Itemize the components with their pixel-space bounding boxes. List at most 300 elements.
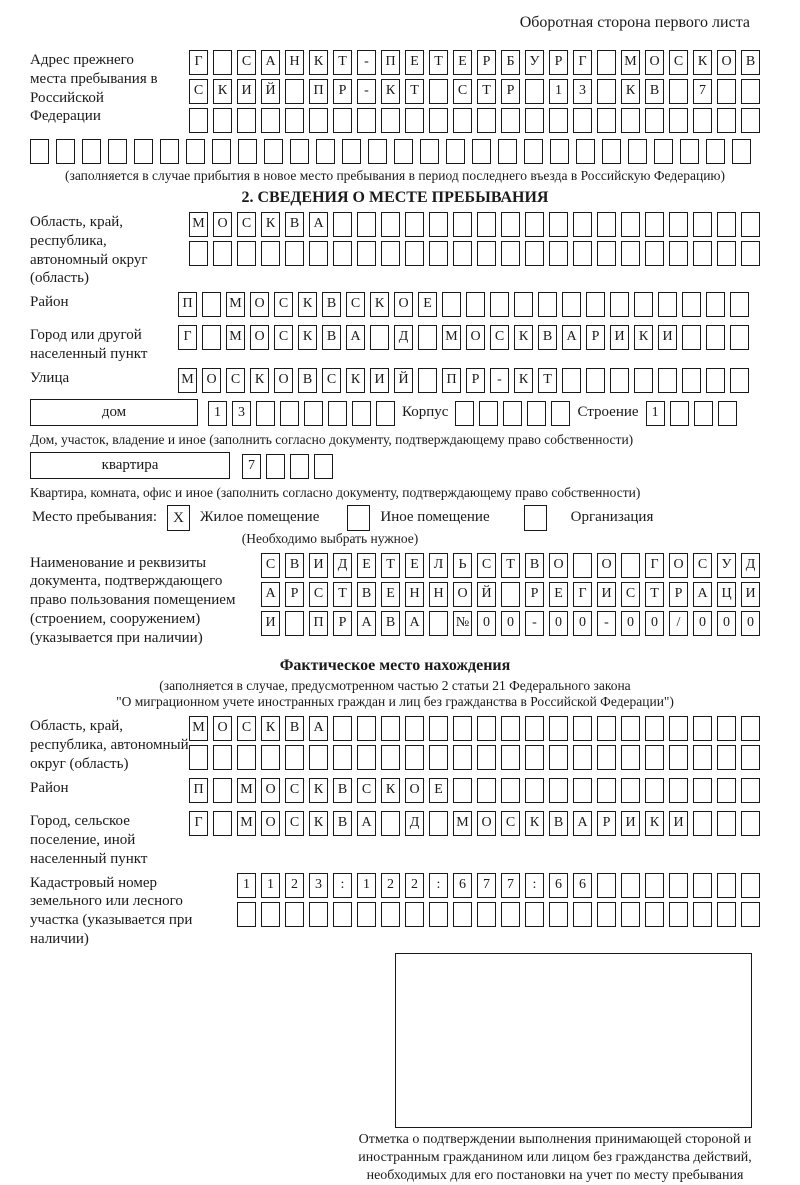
char-cell[interactable]: [602, 139, 621, 164]
char-cell[interactable]: [285, 241, 304, 266]
char-cell[interactable]: 7: [477, 873, 496, 898]
char-cell[interactable]: В: [298, 368, 317, 393]
char-cell[interactable]: [669, 108, 688, 133]
char-cell[interactable]: [741, 811, 760, 836]
char-cell[interactable]: [669, 212, 688, 237]
char-cell[interactable]: [669, 745, 688, 770]
char-cell[interactable]: О: [261, 811, 280, 836]
char-cell[interactable]: [741, 902, 760, 927]
char-cell[interactable]: [621, 716, 640, 741]
char-cell[interactable]: 1: [646, 401, 665, 426]
char-cell[interactable]: 0: [621, 611, 640, 636]
char-cell[interactable]: [405, 716, 424, 741]
char-cell[interactable]: [381, 745, 400, 770]
char-cell[interactable]: Р: [466, 368, 485, 393]
char-cell[interactable]: 1: [208, 401, 227, 426]
char-cell[interactable]: [285, 108, 304, 133]
char-cell[interactable]: [429, 716, 448, 741]
char-cell[interactable]: [628, 139, 647, 164]
char-cell[interactable]: [717, 902, 736, 927]
char-cell[interactable]: [645, 902, 664, 927]
char-cell[interactable]: [82, 139, 101, 164]
char-cell[interactable]: [490, 292, 509, 317]
char-cell[interactable]: [621, 108, 640, 133]
char-cell[interactable]: К: [309, 811, 328, 836]
char-cell[interactable]: М: [237, 778, 256, 803]
char-cell[interactable]: [501, 212, 520, 237]
char-cell[interactable]: Т: [477, 79, 496, 104]
char-cell[interactable]: А: [261, 582, 280, 607]
char-cell[interactable]: [682, 292, 701, 317]
char-cell[interactable]: [381, 212, 400, 237]
char-cell[interactable]: [394, 139, 413, 164]
char-cell[interactable]: [237, 241, 256, 266]
char-cell[interactable]: Р: [669, 582, 688, 607]
char-cell[interactable]: [314, 454, 333, 479]
char-cell[interactable]: [290, 454, 309, 479]
char-cell[interactable]: [405, 212, 424, 237]
char-cell[interactable]: [717, 873, 736, 898]
char-cell[interactable]: [717, 212, 736, 237]
char-cell[interactable]: В: [333, 778, 352, 803]
char-cell[interactable]: [472, 139, 491, 164]
char-cell[interactable]: О: [669, 553, 688, 578]
char-cell[interactable]: [357, 108, 376, 133]
char-cell[interactable]: В: [322, 325, 341, 350]
char-cell[interactable]: [405, 745, 424, 770]
char-cell[interactable]: [549, 778, 568, 803]
char-cell[interactable]: [621, 241, 640, 266]
char-cell[interactable]: П: [189, 778, 208, 803]
char-cell[interactable]: С: [501, 811, 520, 836]
char-cell[interactable]: Й: [394, 368, 413, 393]
char-cell[interactable]: С: [453, 79, 472, 104]
char-cell[interactable]: [573, 553, 592, 578]
char-cell[interactable]: П: [381, 50, 400, 75]
char-cell[interactable]: [621, 778, 640, 803]
char-cell[interactable]: [477, 212, 496, 237]
apartment-box[interactable]: квартира: [30, 452, 230, 479]
char-cell[interactable]: [446, 139, 465, 164]
char-cell[interactable]: О: [250, 292, 269, 317]
char-cell[interactable]: О: [549, 553, 568, 578]
char-cell[interactable]: 1: [261, 873, 280, 898]
char-cell[interactable]: 1: [237, 873, 256, 898]
char-cell[interactable]: И: [621, 811, 640, 836]
char-cell[interactable]: [573, 902, 592, 927]
char-cell[interactable]: [741, 716, 760, 741]
char-cell[interactable]: [693, 108, 712, 133]
char-cell[interactable]: Г: [573, 50, 592, 75]
char-cell[interactable]: 0: [477, 611, 496, 636]
char-cell[interactable]: [189, 108, 208, 133]
char-cell[interactable]: А: [309, 212, 328, 237]
char-cell[interactable]: [717, 79, 736, 104]
char-cell[interactable]: [524, 139, 543, 164]
char-cell[interactable]: К: [370, 292, 389, 317]
char-cell[interactable]: [213, 108, 232, 133]
char-cell[interactable]: Н: [429, 582, 448, 607]
char-cell[interactable]: С: [669, 50, 688, 75]
char-cell[interactable]: [333, 745, 352, 770]
char-cell[interactable]: [429, 745, 448, 770]
char-cell[interactable]: К: [634, 325, 653, 350]
char-cell[interactable]: С: [309, 582, 328, 607]
char-cell[interactable]: [621, 212, 640, 237]
checkbox-organization[interactable]: [524, 505, 547, 531]
char-cell[interactable]: [261, 745, 280, 770]
char-cell[interactable]: Е: [357, 553, 376, 578]
char-cell[interactable]: [56, 139, 75, 164]
char-cell[interactable]: [477, 108, 496, 133]
char-cell[interactable]: [501, 778, 520, 803]
char-cell[interactable]: И: [309, 553, 328, 578]
char-cell[interactable]: [586, 368, 605, 393]
char-cell[interactable]: [645, 873, 664, 898]
char-cell[interactable]: М: [189, 212, 208, 237]
char-cell[interactable]: [597, 902, 616, 927]
char-cell[interactable]: Е: [405, 50, 424, 75]
char-cell[interactable]: [285, 902, 304, 927]
char-cell[interactable]: Р: [285, 582, 304, 607]
char-cell[interactable]: С: [285, 811, 304, 836]
char-cell[interactable]: 1: [549, 79, 568, 104]
char-cell[interactable]: [645, 745, 664, 770]
char-cell[interactable]: А: [573, 811, 592, 836]
char-cell[interactable]: С: [490, 325, 509, 350]
char-cell[interactable]: О: [477, 811, 496, 836]
char-cell[interactable]: [621, 553, 640, 578]
char-cell[interactable]: [658, 368, 677, 393]
char-cell[interactable]: [261, 108, 280, 133]
char-cell[interactable]: Б: [501, 50, 520, 75]
char-cell[interactable]: Т: [538, 368, 557, 393]
char-cell[interactable]: Т: [381, 553, 400, 578]
char-cell[interactable]: [30, 139, 49, 164]
char-cell[interactable]: [654, 139, 673, 164]
char-cell[interactable]: [741, 241, 760, 266]
char-cell[interactable]: [501, 582, 520, 607]
char-cell[interactable]: [357, 212, 376, 237]
char-cell[interactable]: [717, 745, 736, 770]
char-cell[interactable]: К: [645, 811, 664, 836]
char-cell[interactable]: Г: [178, 325, 197, 350]
char-cell[interactable]: А: [261, 50, 280, 75]
char-cell[interactable]: Г: [573, 582, 592, 607]
char-cell[interactable]: [237, 902, 256, 927]
char-cell[interactable]: 3: [232, 401, 251, 426]
char-cell[interactable]: С: [189, 79, 208, 104]
char-cell[interactable]: [538, 292, 557, 317]
char-cell[interactable]: [429, 79, 448, 104]
char-cell[interactable]: [261, 241, 280, 266]
char-cell[interactable]: К: [213, 79, 232, 104]
char-cell[interactable]: К: [525, 811, 544, 836]
char-cell[interactable]: [525, 241, 544, 266]
char-cell[interactable]: [525, 212, 544, 237]
char-cell[interactable]: [682, 325, 701, 350]
char-cell[interactable]: [597, 745, 616, 770]
char-cell[interactable]: [213, 745, 232, 770]
char-cell[interactable]: С: [322, 368, 341, 393]
char-cell[interactable]: [669, 778, 688, 803]
char-cell[interactable]: [309, 108, 328, 133]
char-cell[interactable]: [693, 811, 712, 836]
char-cell[interactable]: [316, 139, 335, 164]
char-cell[interactable]: [381, 811, 400, 836]
char-cell[interactable]: [634, 368, 653, 393]
char-cell[interactable]: [741, 79, 760, 104]
char-cell[interactable]: [429, 611, 448, 636]
char-cell[interactable]: [645, 108, 664, 133]
char-cell[interactable]: В: [549, 811, 568, 836]
char-cell[interactable]: [525, 79, 544, 104]
char-cell[interactable]: В: [285, 553, 304, 578]
char-cell[interactable]: К: [621, 79, 640, 104]
char-cell[interactable]: [562, 292, 581, 317]
char-cell[interactable]: [333, 716, 352, 741]
char-cell[interactable]: М: [453, 811, 472, 836]
char-cell[interactable]: -: [490, 368, 509, 393]
char-cell[interactable]: [525, 108, 544, 133]
char-cell[interactable]: О: [274, 368, 293, 393]
char-cell[interactable]: А: [357, 611, 376, 636]
char-cell[interactable]: [718, 401, 737, 426]
char-cell[interactable]: О: [597, 553, 616, 578]
char-cell[interactable]: 1: [357, 873, 376, 898]
char-cell[interactable]: [333, 241, 352, 266]
char-cell[interactable]: Р: [549, 50, 568, 75]
char-cell[interactable]: [442, 292, 461, 317]
char-cell[interactable]: М: [189, 716, 208, 741]
char-cell[interactable]: [453, 108, 472, 133]
char-cell[interactable]: Г: [189, 811, 208, 836]
char-cell[interactable]: Д: [394, 325, 413, 350]
char-cell[interactable]: М: [442, 325, 461, 350]
char-cell[interactable]: [610, 292, 629, 317]
char-cell[interactable]: [525, 778, 544, 803]
char-cell[interactable]: [304, 401, 323, 426]
char-cell[interactable]: С: [237, 50, 256, 75]
char-cell[interactable]: [549, 902, 568, 927]
char-cell[interactable]: [453, 716, 472, 741]
char-cell[interactable]: [429, 241, 448, 266]
char-cell[interactable]: [429, 811, 448, 836]
char-cell[interactable]: О: [250, 325, 269, 350]
char-cell[interactable]: А: [405, 611, 424, 636]
char-cell[interactable]: [309, 241, 328, 266]
char-cell[interactable]: [405, 108, 424, 133]
char-cell[interactable]: [381, 902, 400, 927]
char-cell[interactable]: Е: [381, 582, 400, 607]
char-cell[interactable]: С: [285, 778, 304, 803]
char-cell[interactable]: [514, 292, 533, 317]
char-cell[interactable]: [108, 139, 127, 164]
char-cell[interactable]: И: [741, 582, 760, 607]
char-cell[interactable]: О: [213, 716, 232, 741]
char-cell[interactable]: 3: [309, 873, 328, 898]
char-cell[interactable]: [549, 716, 568, 741]
char-cell[interactable]: [264, 139, 283, 164]
char-cell[interactable]: [453, 902, 472, 927]
char-cell[interactable]: [730, 325, 749, 350]
char-cell[interactable]: И: [261, 611, 280, 636]
char-cell[interactable]: 0: [741, 611, 760, 636]
char-cell[interactable]: -: [357, 50, 376, 75]
char-cell[interactable]: С: [346, 292, 365, 317]
char-cell[interactable]: В: [741, 50, 760, 75]
char-cell[interactable]: [706, 139, 725, 164]
char-cell[interactable]: Й: [261, 79, 280, 104]
char-cell[interactable]: К: [514, 325, 533, 350]
char-cell[interactable]: [717, 716, 736, 741]
char-cell[interactable]: [551, 401, 570, 426]
char-cell[interactable]: С: [237, 212, 256, 237]
char-cell[interactable]: [405, 241, 424, 266]
char-cell[interactable]: [342, 139, 361, 164]
char-cell[interactable]: [525, 902, 544, 927]
char-cell[interactable]: :: [333, 873, 352, 898]
char-cell[interactable]: [309, 745, 328, 770]
char-cell[interactable]: С: [261, 553, 280, 578]
char-cell[interactable]: 7: [501, 873, 520, 898]
char-cell[interactable]: [730, 368, 749, 393]
char-cell[interactable]: [503, 401, 522, 426]
char-cell[interactable]: -: [597, 611, 616, 636]
char-cell[interactable]: [477, 241, 496, 266]
char-cell[interactable]: И: [669, 811, 688, 836]
char-cell[interactable]: С: [274, 292, 293, 317]
char-cell[interactable]: [573, 108, 592, 133]
char-cell[interactable]: [573, 716, 592, 741]
char-cell[interactable]: В: [381, 611, 400, 636]
char-cell[interactable]: [682, 368, 701, 393]
char-cell[interactable]: К: [381, 79, 400, 104]
char-cell[interactable]: [741, 212, 760, 237]
char-cell[interactable]: [706, 325, 725, 350]
char-cell[interactable]: [285, 611, 304, 636]
char-cell[interactable]: [381, 241, 400, 266]
char-cell[interactable]: Ь: [453, 553, 472, 578]
char-cell[interactable]: А: [309, 716, 328, 741]
char-cell[interactable]: 0: [693, 611, 712, 636]
char-cell[interactable]: [237, 745, 256, 770]
char-cell[interactable]: О: [405, 778, 424, 803]
char-cell[interactable]: [717, 241, 736, 266]
char-cell[interactable]: Р: [597, 811, 616, 836]
char-cell[interactable]: [501, 902, 520, 927]
char-cell[interactable]: С: [693, 553, 712, 578]
char-cell[interactable]: В: [645, 79, 664, 104]
char-cell[interactable]: М: [237, 811, 256, 836]
char-cell[interactable]: [477, 716, 496, 741]
char-cell[interactable]: [730, 292, 749, 317]
char-cell[interactable]: [477, 745, 496, 770]
char-cell[interactable]: [597, 778, 616, 803]
char-cell[interactable]: [213, 50, 232, 75]
char-cell[interactable]: [586, 292, 605, 317]
char-cell[interactable]: Р: [501, 79, 520, 104]
char-cell[interactable]: [357, 716, 376, 741]
char-cell[interactable]: [256, 401, 275, 426]
char-cell[interactable]: К: [250, 368, 269, 393]
char-cell[interactable]: С: [357, 778, 376, 803]
char-cell[interactable]: Т: [333, 582, 352, 607]
char-cell[interactable]: А: [357, 811, 376, 836]
char-cell[interactable]: [573, 745, 592, 770]
char-cell[interactable]: И: [658, 325, 677, 350]
char-cell[interactable]: Д: [741, 553, 760, 578]
char-cell[interactable]: К: [381, 778, 400, 803]
char-cell[interactable]: Р: [333, 611, 352, 636]
char-cell[interactable]: А: [562, 325, 581, 350]
char-cell[interactable]: 0: [501, 611, 520, 636]
char-cell[interactable]: Д: [333, 553, 352, 578]
char-cell[interactable]: Й: [477, 582, 496, 607]
char-cell[interactable]: [477, 778, 496, 803]
char-cell[interactable]: [741, 873, 760, 898]
char-cell[interactable]: О: [394, 292, 413, 317]
char-cell[interactable]: [381, 108, 400, 133]
char-cell[interactable]: Е: [549, 582, 568, 607]
char-cell[interactable]: Н: [405, 582, 424, 607]
char-cell[interactable]: К: [514, 368, 533, 393]
char-cell[interactable]: [498, 139, 517, 164]
char-cell[interactable]: [501, 241, 520, 266]
char-cell[interactable]: [527, 401, 546, 426]
char-cell[interactable]: К: [346, 368, 365, 393]
char-cell[interactable]: [266, 454, 285, 479]
char-cell[interactable]: К: [309, 50, 328, 75]
char-cell[interactable]: Т: [429, 50, 448, 75]
char-cell[interactable]: [213, 778, 232, 803]
char-cell[interactable]: [376, 401, 395, 426]
char-cell[interactable]: [645, 212, 664, 237]
char-cell[interactable]: Т: [645, 582, 664, 607]
char-cell[interactable]: 6: [549, 873, 568, 898]
char-cell[interactable]: :: [525, 873, 544, 898]
char-cell[interactable]: П: [309, 611, 328, 636]
char-cell[interactable]: [645, 716, 664, 741]
char-cell[interactable]: [501, 108, 520, 133]
char-cell[interactable]: [549, 241, 568, 266]
char-cell[interactable]: [669, 716, 688, 741]
char-cell[interactable]: [658, 292, 677, 317]
char-cell[interactable]: [597, 50, 616, 75]
char-cell[interactable]: К: [298, 292, 317, 317]
char-cell[interactable]: [573, 241, 592, 266]
char-cell[interactable]: Д: [405, 811, 424, 836]
char-cell[interactable]: П: [442, 368, 461, 393]
checkbox-residential[interactable]: X: [167, 505, 190, 531]
char-cell[interactable]: [645, 778, 664, 803]
char-cell[interactable]: П: [309, 79, 328, 104]
char-cell[interactable]: [368, 139, 387, 164]
char-cell[interactable]: М: [226, 325, 245, 350]
char-cell[interactable]: О: [717, 50, 736, 75]
char-cell[interactable]: 0: [717, 611, 736, 636]
char-cell[interactable]: [479, 401, 498, 426]
char-cell[interactable]: [525, 716, 544, 741]
char-cell[interactable]: Р: [525, 582, 544, 607]
char-cell[interactable]: [189, 241, 208, 266]
char-cell[interactable]: К: [693, 50, 712, 75]
char-cell[interactable]: [357, 241, 376, 266]
char-cell[interactable]: [597, 108, 616, 133]
char-cell[interactable]: П: [178, 292, 197, 317]
char-cell[interactable]: О: [645, 50, 664, 75]
char-cell[interactable]: [237, 108, 256, 133]
